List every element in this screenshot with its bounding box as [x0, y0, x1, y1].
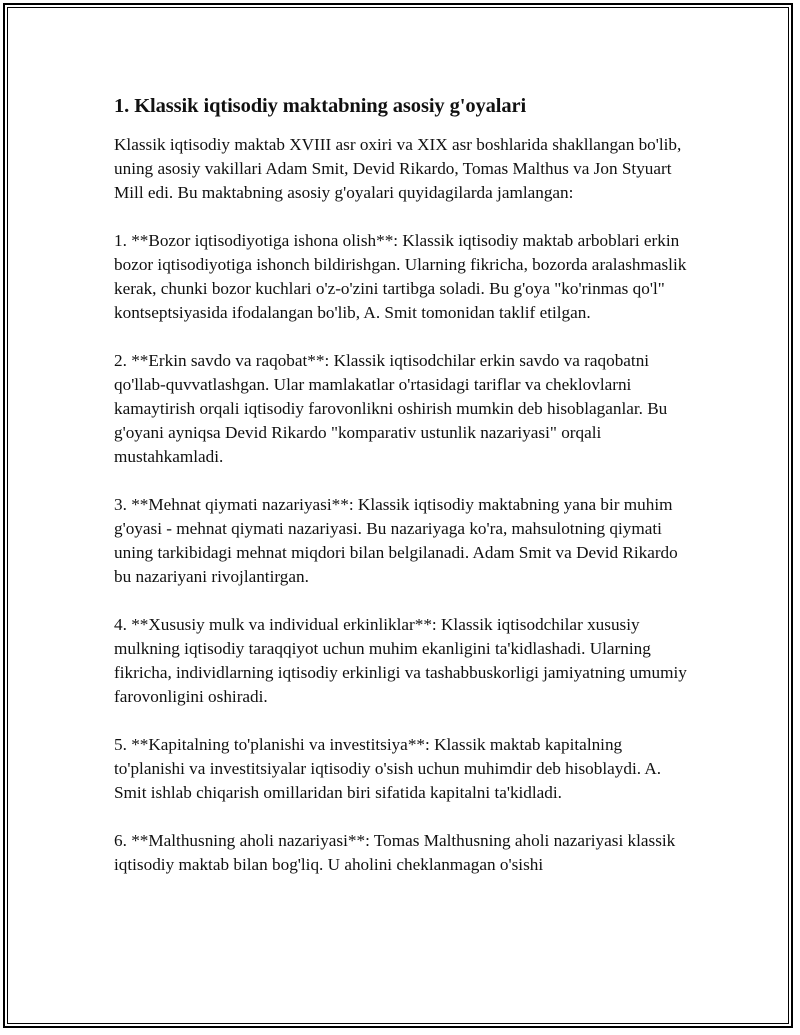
intro-paragraph: Klassik iqtisodiy maktab XVIII asr oxiri va XIX asr boshlarida shakllangan bo'lib, uning asosiy vakillari Adam Smit, Devid Rikardo, Tomas Malthus va Jon Styuart Mill edi. Bu maktabning asosiy g'oyalari quyidagilarda jamlangan: [114, 135, 682, 202]
point-paragraph-6: 6. **Malthusning aholi nazariyasi**: Tomas Malthusning aholi nazariyasi klassik iqtisodiy maktab bilan bog'liq. U aholini cheklanmagan o'sishi [114, 831, 676, 874]
point-paragraph-2: 2. **Erkin savdo va raqobat**: Klassik iqtisodchilar erkin savdo va raqobatni qo'llab-quvvatlashgan. Ular mamlakatlar o'rtasidagi tariflar va cheklovlarni kamaytirish orqali iqtisodiy farovonlikni oshirish mumkin deb hisoblaganlar. Bu g'oyani ayniqsa Devid Rikardo "komparativ ustunlik nazariyasi" orqali mustahkamladi. [114, 351, 668, 466]
document-body [114, 92, 694, 901]
point-paragraph-4: 4. **Xususiy mulk va individual erkinliklar**: Klassik iqtisodchilar xususiy mulkning iqtisodiy taraqqiyot uchun muhim ekanligini ta'kidlashadi. Ularning fikricha, individlarning iqtisodiy erkinligi va tashabbuskorligi jamiyatning umumiy farovonligini oshiradi. [114, 615, 687, 706]
section-title: 1. Klassik iqtisodiy maktabning asosiy g'oyalari [114, 95, 527, 117]
point-paragraph-1: 1. **Bozor iqtisodiyotiga ishona olish**: Klassik iqtisodiy maktab arboblari erkin bozor iqtisodiyotiga ishonch bildirishgan. Ularning fikricha, bozorda aralashmaslik kerak, chunki bozor kuchlari o'z-o'zini tartibga soladi. Bu g'oya "ko'rinmas qo'l" kontseptsiyasida ifodalangan bo'lib, A. Smit tomonidan taklif etilgan. [114, 231, 687, 322]
point-paragraph-3: 3. **Mehnat qiymati nazariyasi**: Klassik iqtisodiy maktabning yana bir muhim g'oyasi - mehnat qiymati nazariyasi. Bu nazariyaga ko'ra, mahsulotning qiymati uning tarkibidagi mehnat miqdori bilan belgilanadi. Adam Smit va Devid Rikardo bu nazariyani rivojlantirgan. [114, 495, 678, 586]
point-paragraph-5: 5. **Kapitalning to'planishi va investitsiya**: Klassik maktab kapitalning to'planishi va investitsiyalar iqtisodiy o'sish uchun muhimdir deb hisoblaydi. A. Smit ishlab chiqarish omillaridan biri sifatida kapitalni ta'kidladi. [114, 735, 662, 802]
